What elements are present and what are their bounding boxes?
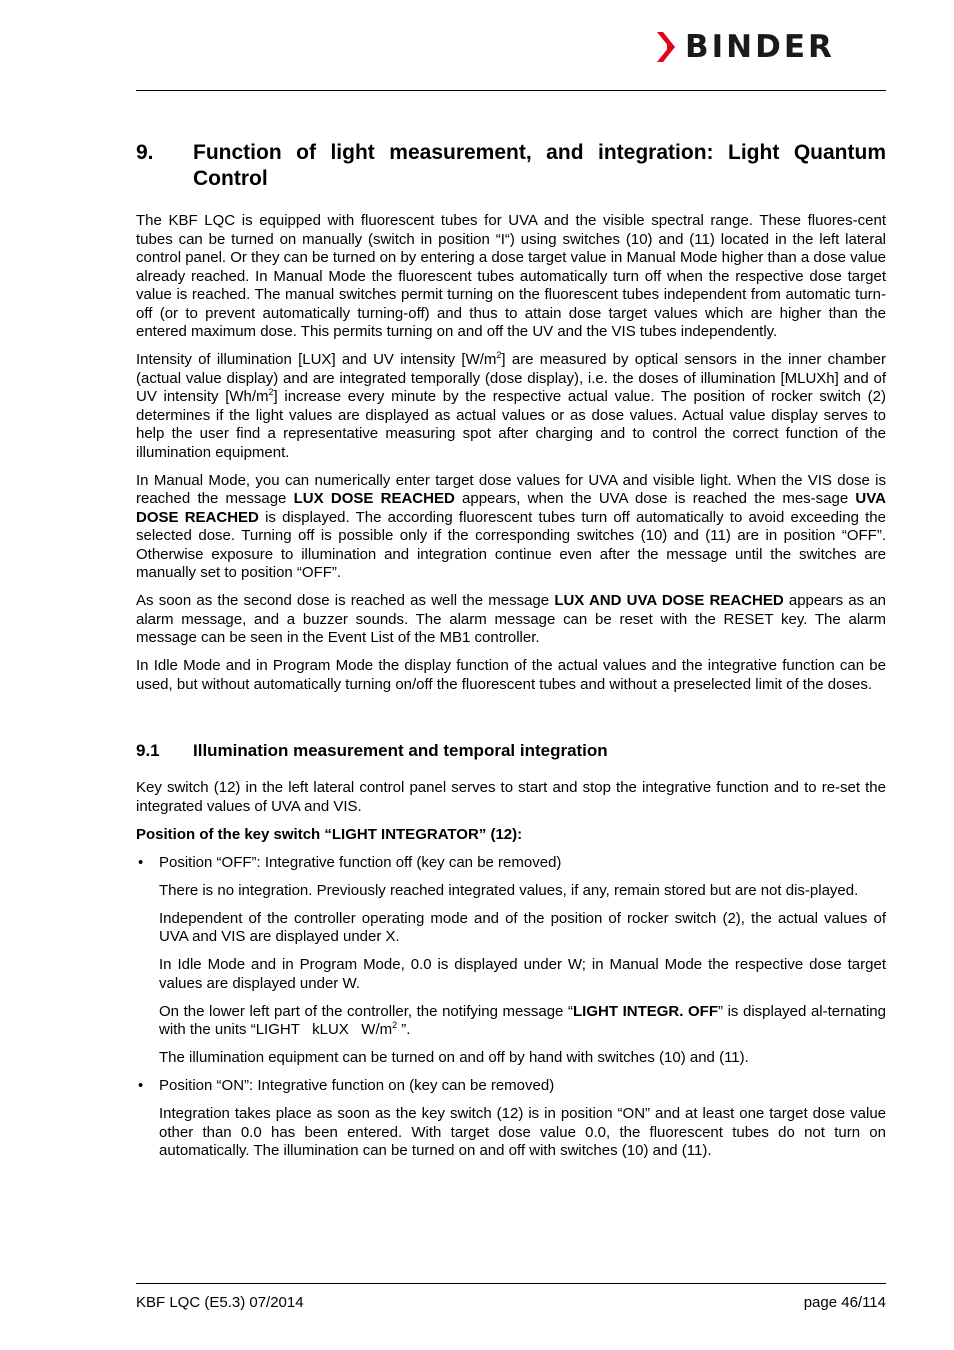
bullet-icon: • [138,853,144,871]
binder-logo-mark-icon [655,30,681,64]
paragraph-key-switch: Key switch (12) in the left lateral control panel serves to start and stop the integrative function and to re-set the integrated values of UVA and VIS. [136,779,886,815]
bullet-position-off: • Position “OFF”: Integrative function off (key can be removed) [138,853,562,871]
subsection-number: 9.1 [136,741,160,760]
message-lux-dose: LUX DOSE REACHED [293,490,455,507]
on-paragraph-1: Integration takes place as soon as the key switch (12) is in position “ON” and at least one target dose value other than 0.0 has been entered. With target dose value 0.0, the fluorescent tubes do not turn on automatically. The illumination can be turned on and off with switches (10) and (11). [159,1105,886,1159]
key-switch-label: Position of the key switch “LIGHT INTEGRATOR” (12): [136,825,523,843]
binder-logo [655,30,835,64]
footer-rule [136,1283,886,1284]
bullet-icon: • [138,1077,144,1094]
footer-page-number: page 46/114 [803,1294,886,1311]
logo-text: BINDER [685,29,835,65]
paragraph-second-dose: As soon as the second dose is reached as well the message LUX AND UVA DOSE REACHED appears as an alarm message, and a buzzer sounds. The alarm message can be reset with the RESET key. The alarm message can be seen in the Event List of the MB1 controller. [136,592,886,646]
message-lux-and-uva-dose: LUX AND UVA DOSE REACHED [554,592,784,609]
content [136,140,891,1170]
message-uva-dose: UVA DOSE REACHED [136,490,886,526]
paragraph-idle-mode: In Idle Mode and in Program Mode the display function of the actual values and the integrative function can be used, but without automatically turning on/off the fluorescent tubes and without a preselected limit of the doses. [136,657,886,693]
message-light-integr-off: LIGHT INTEGR. OFF [572,1002,718,1020]
off-paragraph-2: Independent of the controller operating mode and of the position of rocker switch (2), the actual values of UVA and VIS are displayed under X. [159,909,886,945]
subsection-title: Illumination measurement and temporal integration [193,741,608,760]
footer-document-id: KBF LQC (E5.3) 07/2014 [136,1294,304,1311]
off-paragraph-3: In Idle Mode and in Program Mode, 0.0 is displayed under W; in Manual Mode the respective dose target values are displayed under W. [159,956,886,992]
paragraph-manual-mode: In Manual Mode, you can numerically enter target dose values for UVA and visible light. When the VIS dose is reached the message LUX DOSE REACHED appears, when the UVA dose is reached the mes-sage UVA DOSE REACHED is displayed. The according fluorescent tubes turn off automatically to avoid exceeding the selected dose. Turning off is possible only if the corresponding switches (10) and (11) are in position “OFF”. Otherwise exposure to illumination and integration continue even after the message until the switches are manually set to position “OFF”. [136,471,886,581]
header-rule [136,90,886,91]
off-paragraph-1: There is no integration. Previously reached integrated values, if any, remain stored but are not dis-played. [159,881,859,899]
paragraph-intro: The KBF LQC is equipped with fluorescent tubes for UVA and the visible spectral range. These fluores-cent tubes can be turned on manually (switch in position “I“) using switches (10) and (11) located in the left lateral control panel. Or they can be turned on by entering a dose target value in Manual Mode higher than a dose value already reached. In Manual Mode the fluorescent tubes automatically turn off when the respective dose target value is reached. The manual switches permit turning on the fluorescent tubes independent from automatic turn-off (or to prevent automatically turning-off) and thus to attain dose target values which are higher than the entered maximum dose. This permits turning on and off the UV and the VIS tubes independently. [136,212,886,340]
bullet-position-on: • Position “ON”: Integrative function on (key can be removed) [138,1077,555,1094]
section-heading [136,140,886,192]
paragraph-intensity: Intensity of illumination [LUX] and UV intensity $[W/m^2]$ are measured by optical sensors in the inner chamber (actual value display) and are integrated temporally (dose display), i.e. the doses of illumination [MLUXh] and of UV intensity $[Wh/m^2]$ increase every minute by the respective actual value. The position of rocker switch (2) determines if the light values are displayed as actual values or as dose values. Actual value display serves to help the user find a representative measuring spot after charging and to control the correct function of the illumination equipment. [136,350,886,461]
off-paragraph-4: On the lower left part of the controller, the notifying message “LIGHT INTEGR. OFF” is displayed al-ternating with the units “LIGHT kLUX $W/m^2$ ”. [159,1002,891,1038]
section-title: Function of light measurement, and integration: Light Quantum Control [193,141,886,190]
off-paragraph-5: The illumination equipment can be turned on and off by hand with switches (10) and (11). [159,1049,749,1066]
section-number: 9. [136,141,154,164]
subsection-heading [136,740,886,762]
